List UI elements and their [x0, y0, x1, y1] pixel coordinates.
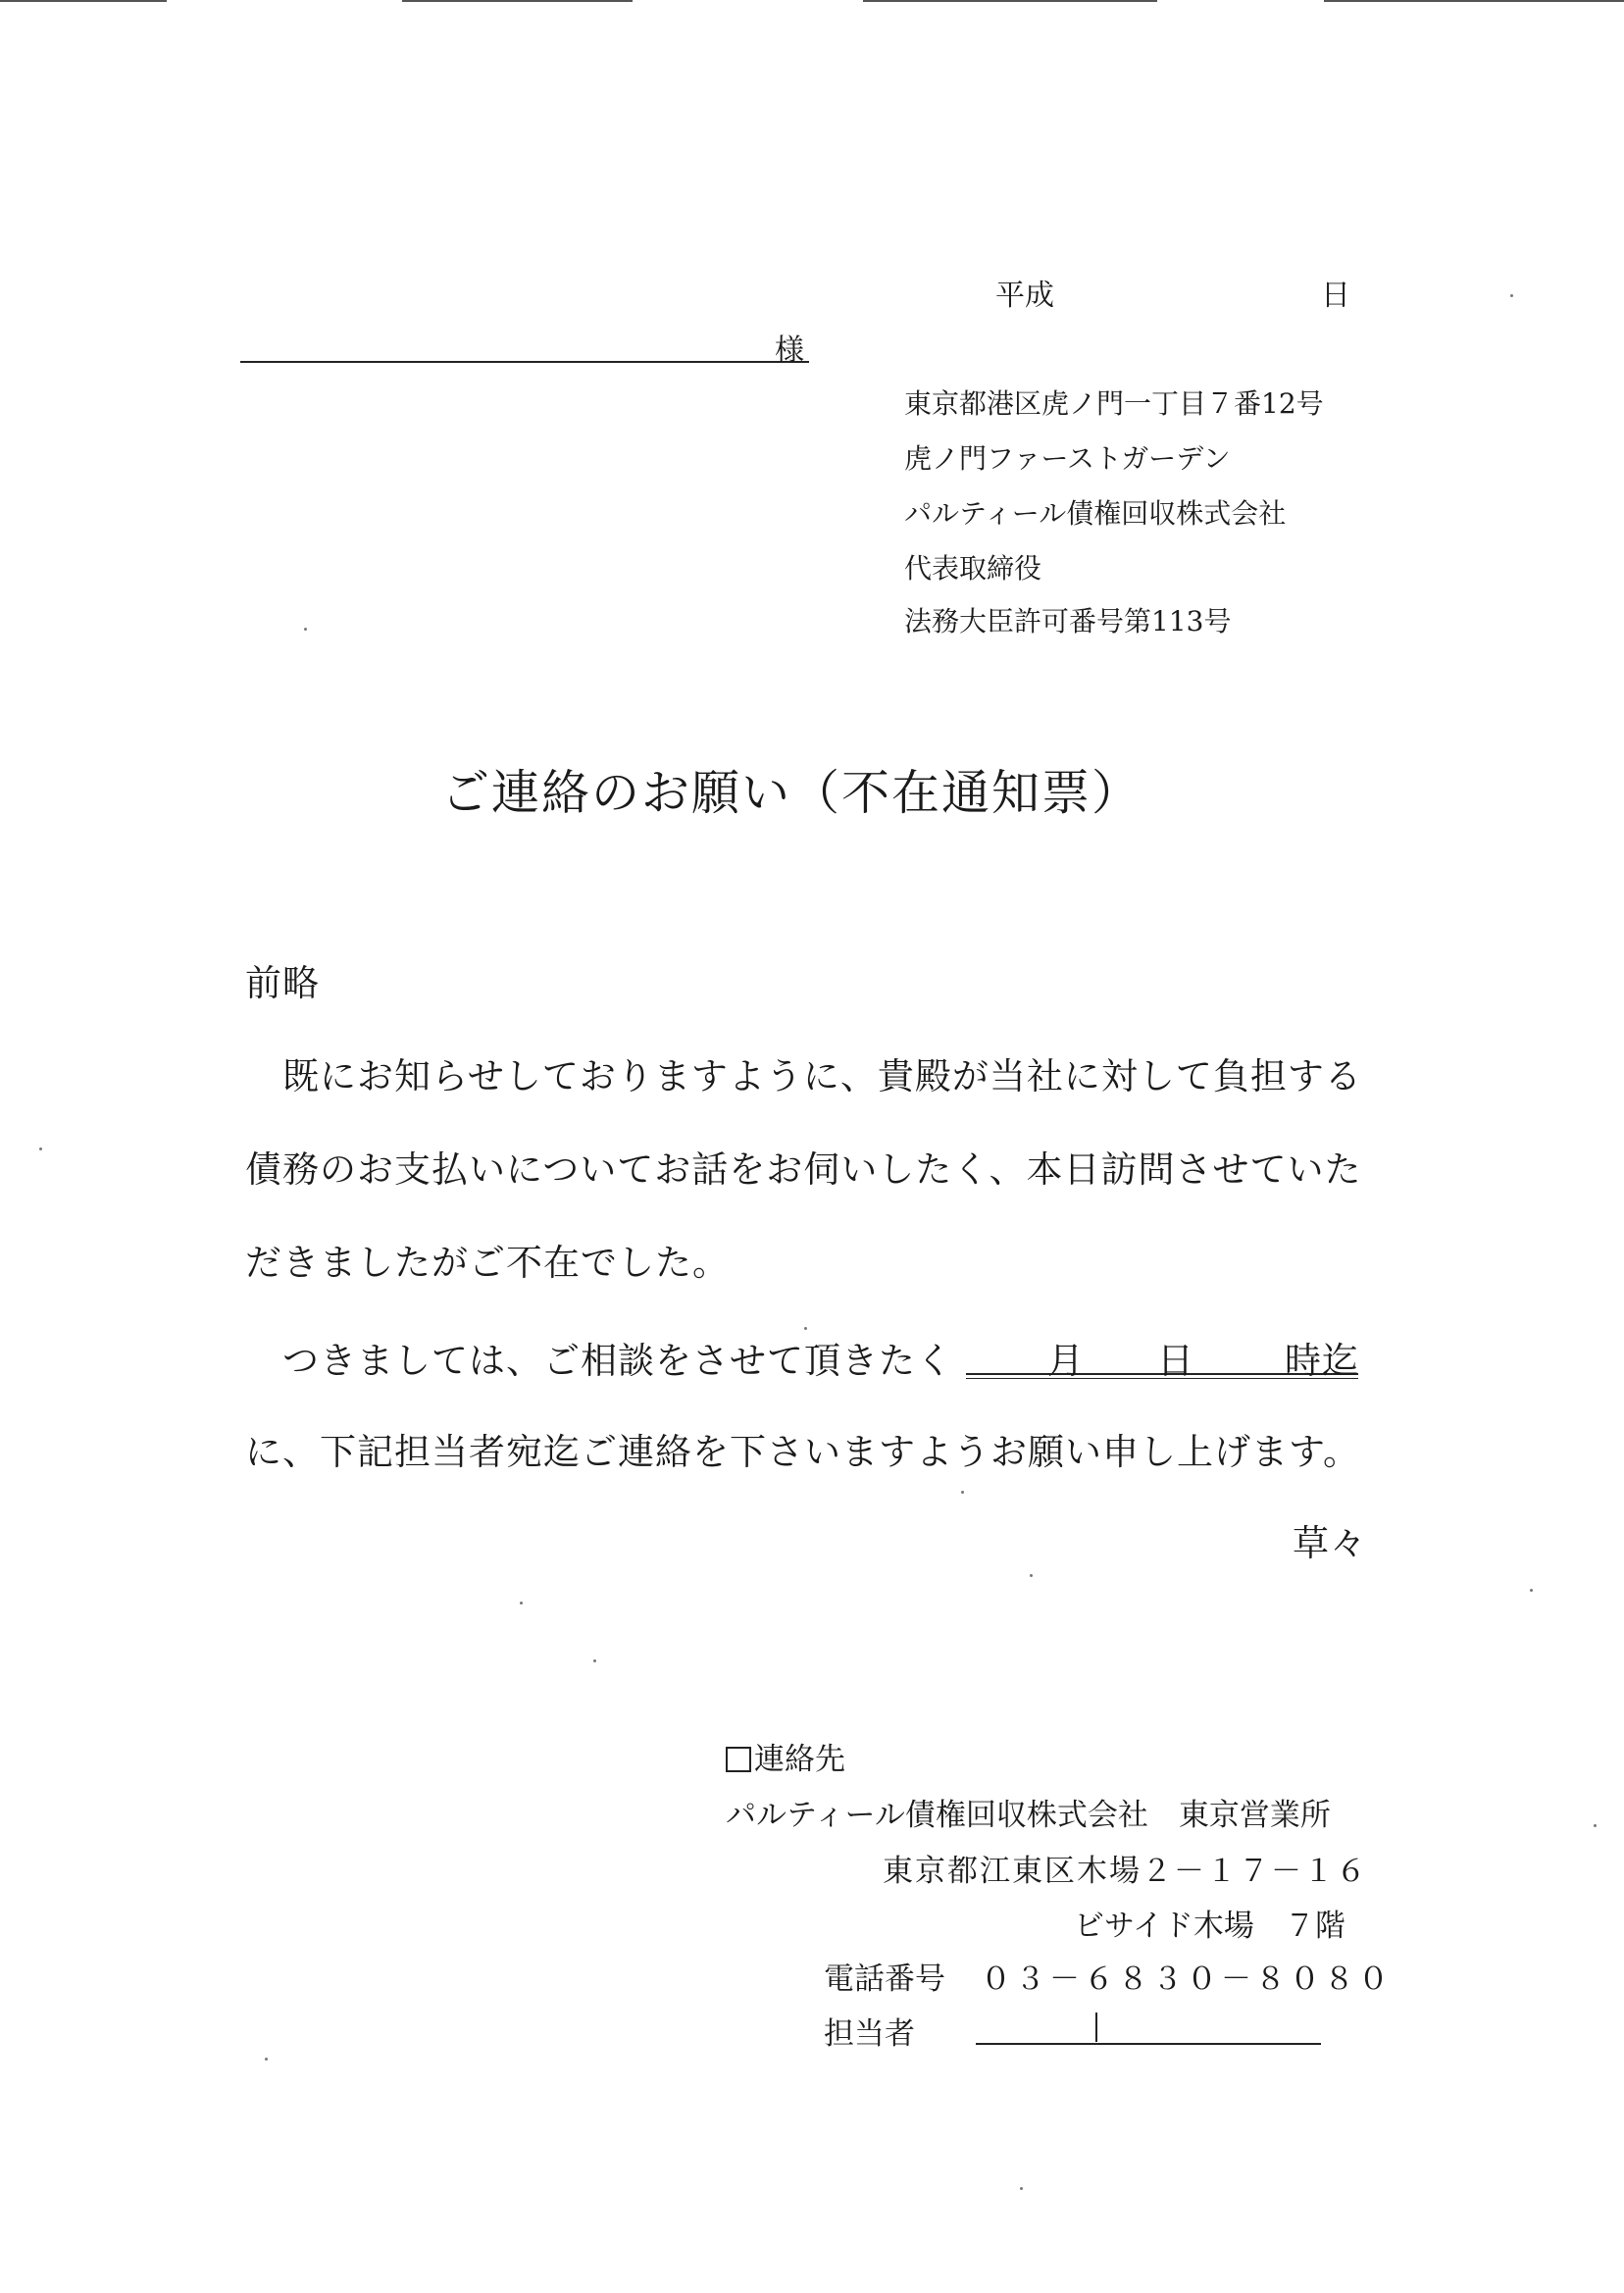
scan-speck	[304, 628, 307, 631]
scan-speck	[1030, 1574, 1033, 1577]
scan-speck	[961, 1491, 964, 1494]
contact-building: ビサイド木場 ７階	[1074, 1909, 1345, 1944]
contact-phone-number: ０３－６８３０－８０８０	[981, 1962, 1393, 1997]
contact-address: 東京都江東区木場２－１７－１６	[883, 1854, 1368, 1889]
scan-speck	[39, 1147, 42, 1150]
sender-license: 法務大臣許可番号第113号	[904, 605, 1232, 637]
letter-closing: 草々	[1293, 1522, 1367, 1564]
staff-line-tick	[1095, 2013, 1097, 2042]
deadline-day: 日	[1157, 1340, 1194, 1382]
letter-line-4: つきましては、ご相談をさせて頂きたく	[282, 1340, 953, 1382]
contact-heading-label: 連絡先	[754, 1742, 845, 1777]
recipient-name-line	[240, 361, 809, 363]
scan-speck	[1594, 1824, 1597, 1827]
deadline-hour: 時迄	[1285, 1340, 1359, 1382]
sender-address: 東京都港区虎ノ門一丁目７番12号	[904, 387, 1324, 420]
document-title: ご連絡のお願い（不在通知票）	[441, 765, 1142, 821]
scan-edge-mark	[0, 0, 167, 2]
letter-opening: 前略	[245, 962, 320, 1004]
staff-name-line	[976, 2043, 1321, 2045]
scan-edge-mark	[863, 0, 1157, 2]
deadline-month: 月	[1047, 1340, 1085, 1382]
scan-speck	[804, 1327, 807, 1330]
date-era: 平成	[995, 279, 1054, 313]
sender-position: 代表取締役	[904, 552, 1042, 585]
scan-speck	[1530, 1589, 1533, 1592]
letter-line-5: に、下記担当者宛迄ご連絡を下さいますようお願い申し上げます。	[245, 1431, 1361, 1473]
contact-phone-label: 電話番号	[824, 1962, 945, 1997]
contact-company-office: パルティール債権回収株式会社 東京営業所	[726, 1798, 1331, 1833]
scan-edge-mark	[402, 0, 633, 2]
date-day: 日	[1321, 279, 1350, 313]
scan-edge-mark	[1324, 0, 1624, 2]
scan-speck	[1020, 2187, 1023, 2190]
scan-speck	[593, 1659, 596, 1662]
recipient-honorific: 様	[775, 333, 804, 368]
sender-company: パルティール債権回収株式会社	[904, 497, 1287, 530]
scan-speck	[520, 1602, 523, 1605]
scan-speck	[1510, 294, 1513, 297]
sender-building: 虎ノ門ファーストガーデン	[904, 442, 1231, 475]
contact-heading	[726, 1734, 845, 1778]
letter-line-3: だきましたがご不在でした。	[245, 1242, 730, 1284]
scan-speck	[265, 2058, 268, 2061]
checkbox-icon	[726, 1747, 751, 1772]
letter-line-1: 既にお知らせしておりますように、貴殿が当社に対して負担する	[282, 1055, 1362, 1097]
contact-staff-label: 担当者	[824, 2016, 915, 2052]
letter-line-2: 債務のお支払いについてお話をお伺いしたく、本日訪問させていた	[245, 1148, 1362, 1191]
